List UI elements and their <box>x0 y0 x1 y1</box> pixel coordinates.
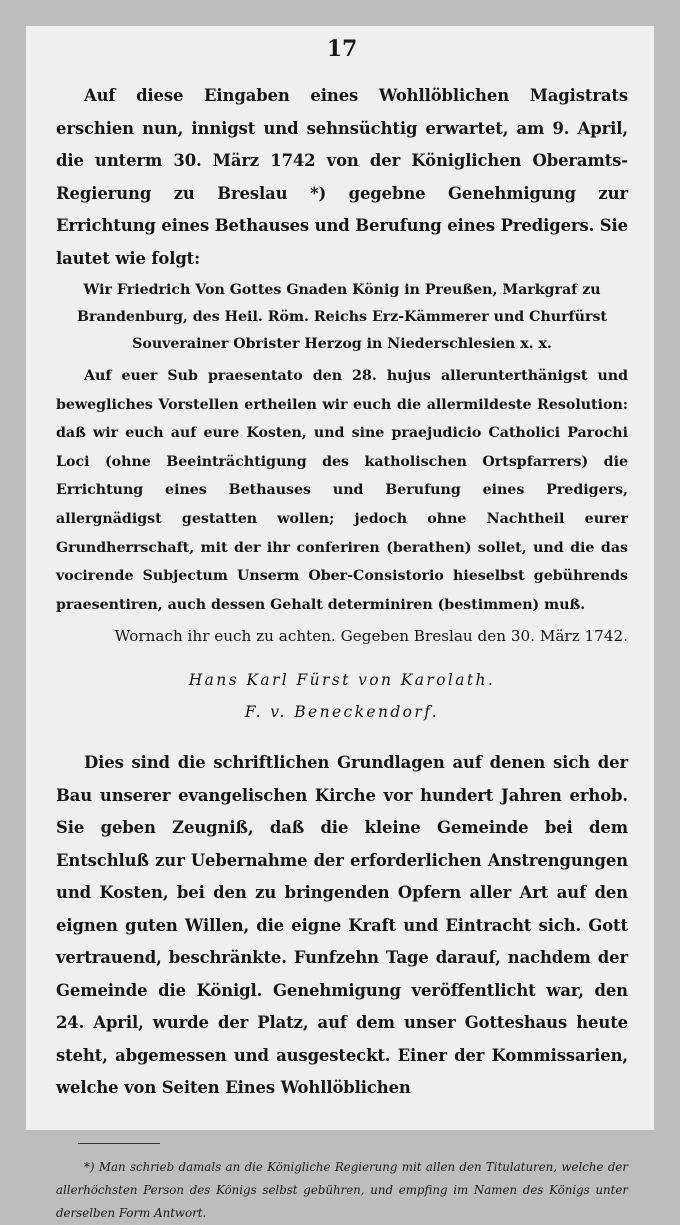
signature-beneckendorf: F. v. Beneckendorf. <box>244 703 440 722</box>
page-number: 17 <box>326 36 358 62</box>
document-page <box>26 26 654 1220</box>
paragraph-history: Dies sind die schriftlichen Grundlagen auf denen sich der Bau unserer evangelischen Kirche vor hundert Jahren erhob. Sie geben Zeugniß, daß die kleine Gemeinde bei dem Entschluß zur Uebernahme der erforderlichen Anstrengungen und Kosten, bei den zu bringenden Opfern aller Art auf den eignen guten Willen, die eigne Kraft und Eintracht sich. Gott vertrauend, beschränkte. Funfzehn Tage darauf, nachdem der Gemeinde die Königl. Genehmigung veröffentlicht war, den 24. April, wurde der Platz, auf dem unser Gotteshaus heute steht, abgemessen und ausgesteckt. Einer der Kommissarien, welche von Seiten Eines Wohllöblichen <box>56 753 628 1098</box>
decree-header-line: Souverainer Obrister Herzog in Niederschlesien x. x. <box>132 336 552 352</box>
footnote-divider <box>78 1143 160 1144</box>
decree-header-line: Wir Friedrich Von Gottes Gnaden König in Preußen, Markgraf zu <box>83 282 601 298</box>
decree-header <box>56 277 628 358</box>
footnote: *) Man schrieb damals an die Königliche Regierung mit allen den Titulaturen, welche der allerhöchsten Person des Königs selbst gebühren, und empfing im Namen des Königs unter derselben Form Antwort. <box>56 1159 628 1220</box>
decree-closing-line: Wornach ihr euch zu achten. Gegeben Breslau den 30. März 1742. <box>114 627 628 646</box>
paragraph-intro: Auf diese Eingaben eines Wohllöblichen Magistrats erschien nun, innigst und sehnsüchtig erwartet, am 9. April, die unterm 30. März 1742 von der Königlichen Oberamts-Regierung zu Breslau *) gegebne Genehmigung zur Errichtung eines Bethauses und Berufung eines Predigers. Sie lautet wie folgt: <box>56 86 628 268</box>
decree-body: Auf euer Sub praesentato den 28. hujus allerunterthänigst und bewegliches Vorstellen ertheilen wir euch die allermildeste Resolution: daß wir euch auf eure Kosten, und sine praejudicio Catholici Parochi Loci (ohne Beeinträchtigung des katholischen Ortspfarrers) die Errichtung eines Bethauses und Berufung eines Predigers, allergnädigst gestatten wollen; jedoch ohne Nachtheil eurer Grundherrschaft, mit der ihr conferiren (berathen) sollet, und die das vocirende Subjectum Unserm Ober-Consistorio hieselbst gebührends praesentiren, auch dessen Gehalt determiniren (bestimmen) muß. <box>56 368 628 613</box>
decree-header-line: Brandenburg, des Heil. Röm. Reichs Erz-Kämmerer und Churfürst <box>77 309 607 325</box>
signature-karolath: Hans Karl Fürst von Karolath. <box>188 671 496 690</box>
